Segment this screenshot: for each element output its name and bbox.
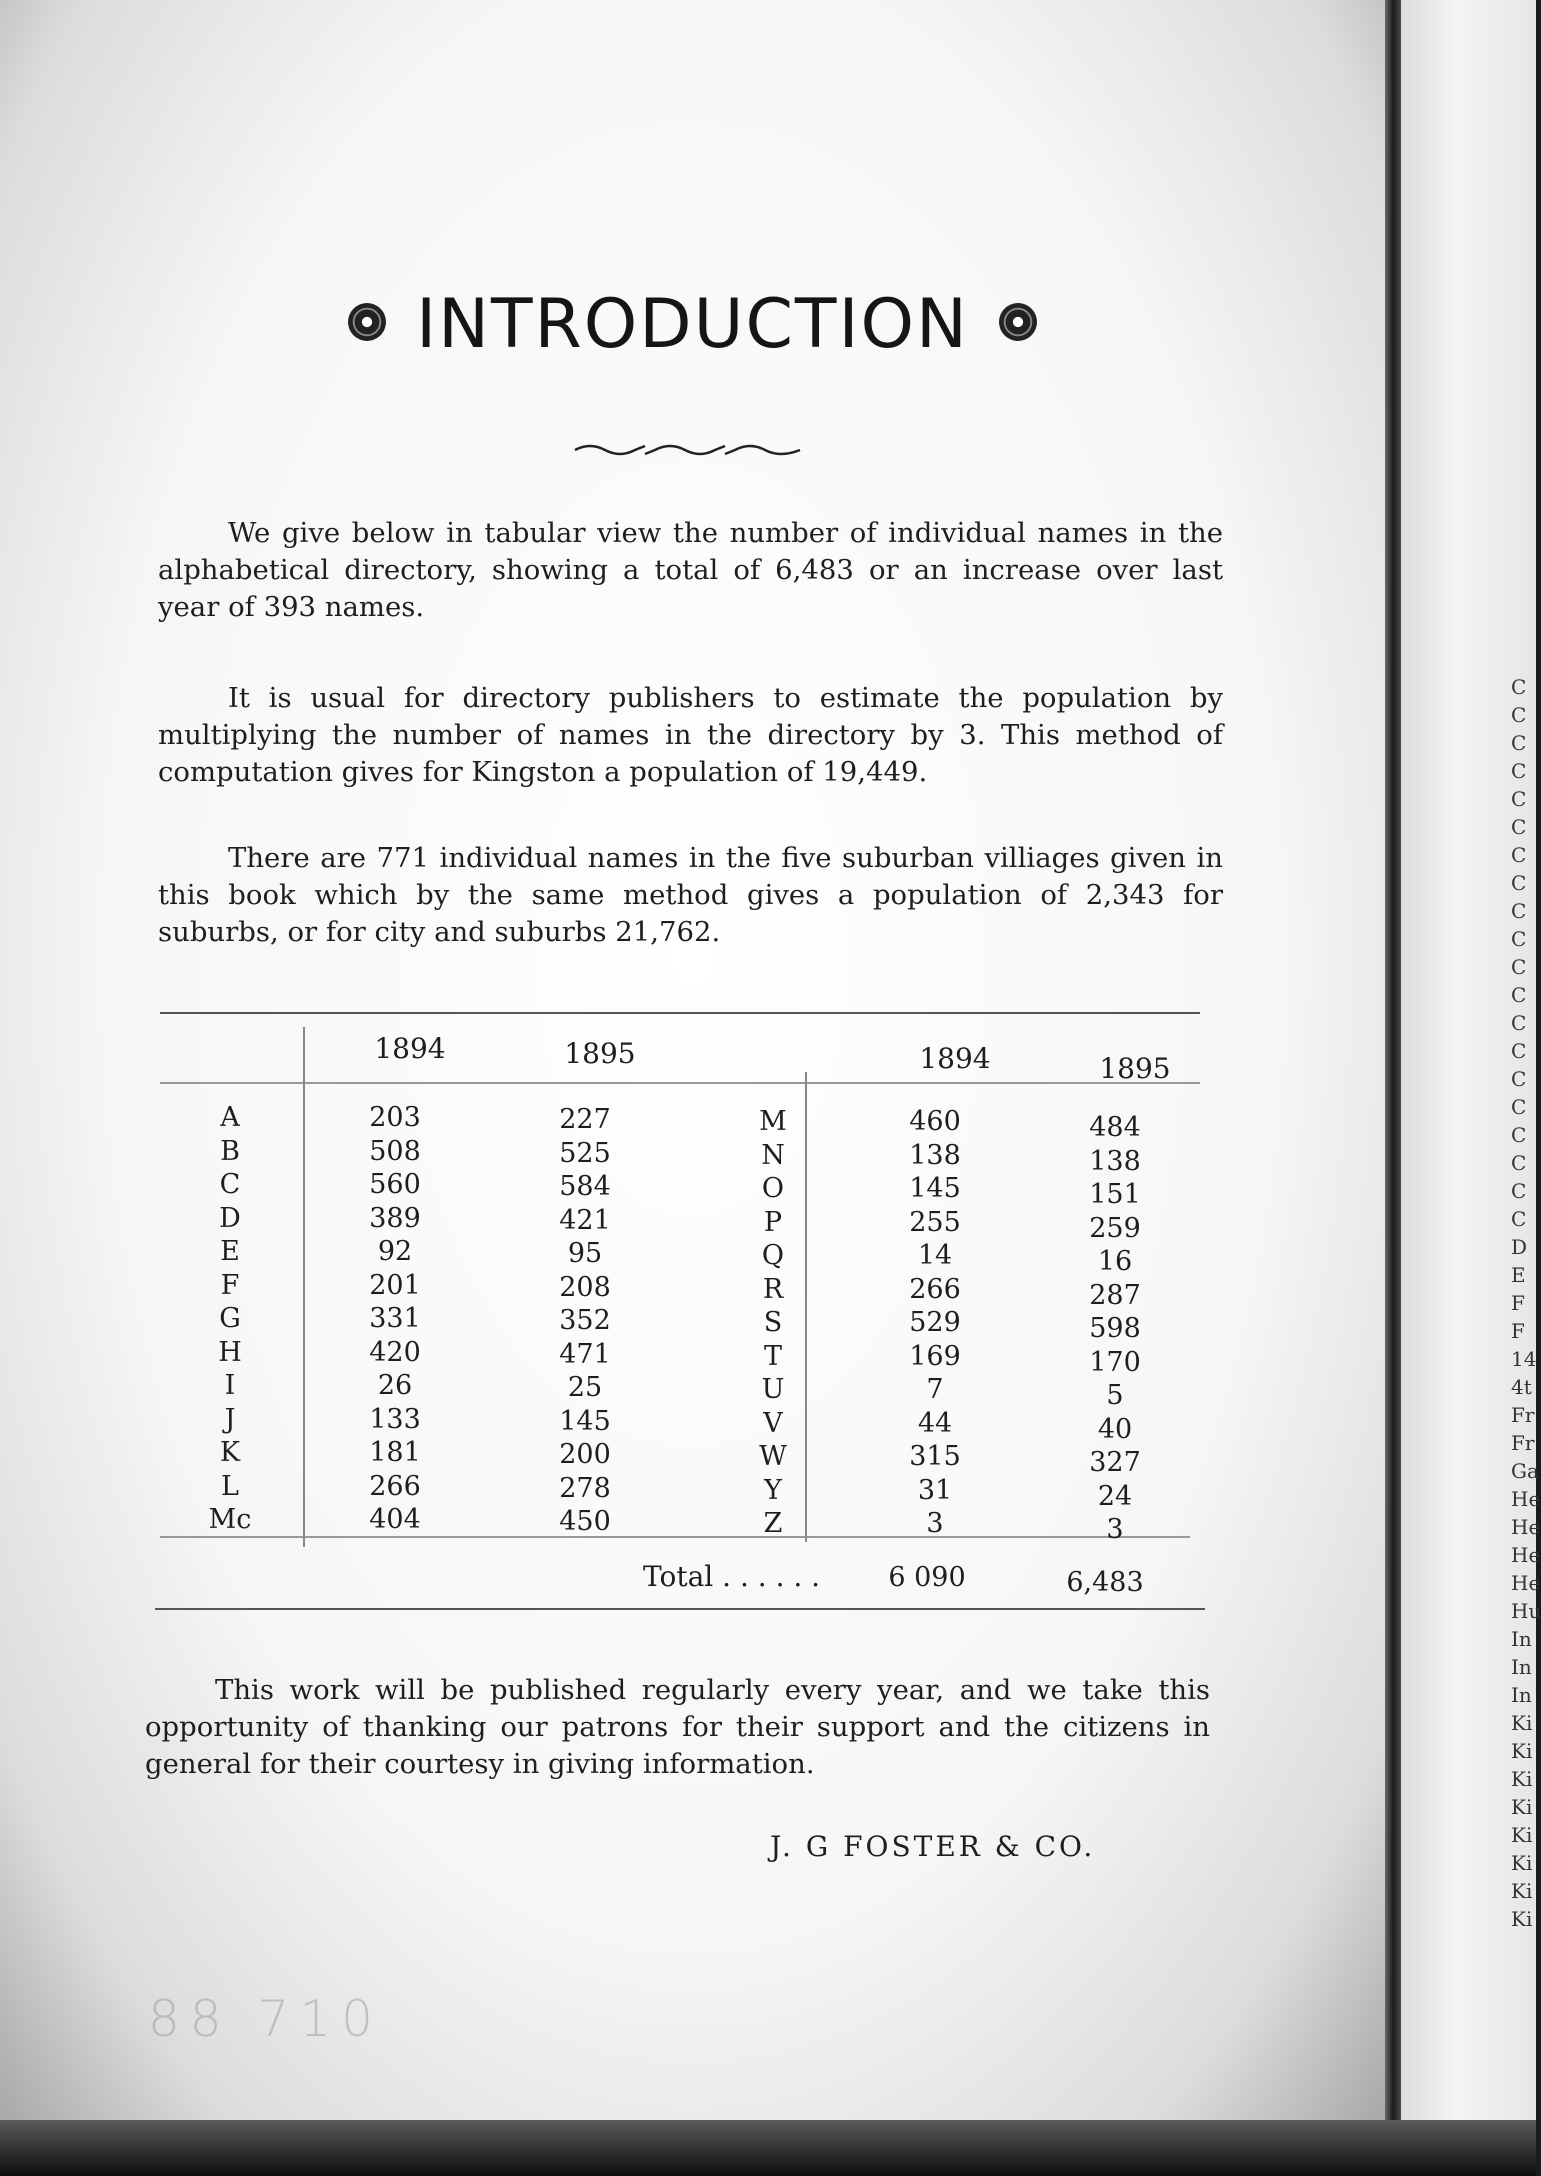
row-letter: V: [763, 1407, 783, 1439]
row-letter: B: [220, 1135, 240, 1167]
row-letter: Mc: [208, 1504, 252, 1535]
table-header-rule: [160, 1082, 1200, 1084]
row-letter: T: [763, 1340, 782, 1372]
row-letter: J: [224, 1403, 236, 1435]
count-1895: 145: [559, 1405, 611, 1437]
count-1895: 24: [1097, 1480, 1133, 1512]
page-title: [0, 285, 1385, 364]
adjacent-fragment: In: [1511, 1655, 1532, 1679]
adjacent-fragment: C: [1511, 703, 1527, 727]
table-body-rule: [160, 1536, 1190, 1538]
count-1894: 145: [909, 1173, 961, 1204]
count-1895: 278: [559, 1472, 611, 1504]
adjacent-fragment: He: [1511, 1487, 1541, 1511]
adjacent-fragment: C: [1511, 815, 1527, 839]
count-1894: 201: [369, 1269, 421, 1301]
adjacent-fragment: He: [1511, 1515, 1541, 1539]
table-bottom-rule: [155, 1608, 1205, 1610]
count-1894: 181: [369, 1437, 421, 1468]
count-1894: 420: [369, 1336, 421, 1368]
adjacent-fragment: Fr: [1511, 1403, 1535, 1427]
count-1895: 584: [559, 1171, 611, 1202]
count-1895: 525: [559, 1137, 611, 1169]
adjacent-fragment: C: [1511, 899, 1527, 923]
total-1895: 6,483: [1066, 1567, 1144, 1598]
count-1895: 3: [1106, 1514, 1124, 1545]
count-1895: 25: [567, 1372, 603, 1403]
row-letter: K: [219, 1437, 241, 1468]
count-1895: 208: [559, 1271, 611, 1303]
intro-paragraph-1: We give below in tabular view the number of individual names in the alphabetical directory, showing a total of 6,483 or an increase over last year of 393 names.: [158, 517, 1223, 623]
adjacent-fragment: C: [1511, 983, 1527, 1007]
row-letter: U: [761, 1374, 785, 1405]
count-1895: 327: [1089, 1447, 1141, 1478]
adjacent-fragment: C: [1511, 759, 1527, 783]
adjacent-fragment: Ga: [1511, 1459, 1539, 1483]
adjacent-fragment: C: [1511, 1095, 1527, 1119]
count-1895: 200: [559, 1439, 611, 1470]
adjacent-fragment: C: [1511, 675, 1527, 699]
adjacent-fragment: C: [1511, 843, 1527, 867]
adjacent-fragment: C: [1511, 1207, 1527, 1231]
count-1895: 471: [559, 1338, 611, 1370]
count-1895: 5: [1106, 1380, 1124, 1411]
row-letter: C: [219, 1169, 241, 1200]
adjacent-fragment: F: [1511, 1291, 1525, 1315]
table-divider-left: [303, 1027, 305, 1547]
count-1894: 203: [369, 1102, 421, 1133]
names-count-table: [155, 1012, 1205, 1617]
row-letter: Z: [763, 1508, 783, 1539]
row-letter: H: [218, 1336, 242, 1368]
count-1895: 16: [1097, 1246, 1133, 1277]
intro-paragraph-3: There are 771 individual names in the five suburban villiages given in this book which by the same method gives a population of 2,343 for suburbs, or for city and suburbs 21,762.: [158, 842, 1223, 948]
adjacent-fragment: 4t: [1511, 1375, 1532, 1399]
count-1895: 40: [1097, 1413, 1133, 1445]
archive-stamp-number: 88 710: [148, 1990, 383, 2048]
count-1894: 14: [917, 1240, 953, 1271]
adjacent-fragment: Ki: [1511, 1767, 1533, 1791]
adjacent-page-edge: [1401, 0, 1541, 2120]
count-1894: 508: [369, 1135, 421, 1167]
publisher-signature: J. G FOSTER & CO.: [770, 1830, 1096, 1863]
count-1895: 287: [1089, 1279, 1141, 1311]
count-1895: 450: [559, 1506, 611, 1537]
count-1894: 266: [909, 1273, 961, 1305]
adjacent-fragment: Fr: [1511, 1431, 1535, 1455]
header-1895-left: 1895: [564, 1037, 636, 1070]
adjacent-fragment: C: [1511, 1011, 1527, 1035]
count-1894: 31: [917, 1474, 953, 1506]
adjacent-fragment: C: [1511, 1067, 1527, 1091]
rosette-right-icon: [999, 303, 1037, 341]
count-1895: 138: [1089, 1145, 1141, 1177]
row-letter: S: [763, 1307, 783, 1338]
count-1894: 133: [369, 1403, 421, 1435]
count-1894: 92: [377, 1236, 413, 1267]
count-1894: 331: [369, 1303, 421, 1334]
intro-paragraph-2: It is usual for directory publishers to estimate the population by multiplying the number of names in the directory by 3. This method of computation gives for Kingston a population of 19,449.: [158, 682, 1223, 788]
count-1894: 138: [909, 1139, 961, 1171]
count-1895: 421: [559, 1204, 611, 1236]
count-1894: 529: [909, 1307, 961, 1338]
header-1894-right: 1894: [919, 1042, 991, 1075]
adjacent-fragment: D: [1511, 1235, 1528, 1259]
row-letter: M: [759, 1106, 787, 1137]
adjacent-fragment: In: [1511, 1683, 1532, 1707]
adjacent-fragment: He: [1511, 1543, 1541, 1567]
rosette-left-icon: [348, 303, 386, 341]
closing-paragraph: This work will be published regularly every year, and we take this opportunity of thanking our patrons for their support and the citizens in general for their courtesy in giving information.: [145, 1674, 1210, 1780]
row-letter: G: [219, 1303, 241, 1334]
adjacent-fragment: Ki: [1511, 1879, 1533, 1903]
row-letter: N: [761, 1139, 785, 1171]
count-1895: 95: [567, 1238, 603, 1269]
count-1894: 266: [369, 1470, 421, 1502]
count-1894: 460: [909, 1106, 961, 1137]
book-gutter: [1385, 0, 1401, 2176]
scan-bottom-edge: [0, 2120, 1536, 2176]
count-1895: 151: [1089, 1179, 1141, 1210]
row-letter: D: [219, 1202, 241, 1234]
count-1894: 315: [909, 1441, 961, 1472]
count-1895: 227: [559, 1104, 611, 1135]
adjacent-fragment: Ki: [1511, 1851, 1533, 1875]
count-1894: 560: [369, 1169, 421, 1200]
adjacent-fragment: C: [1511, 927, 1527, 951]
adjacent-fragment: C: [1511, 1123, 1527, 1147]
row-letter: W: [759, 1441, 787, 1472]
title-text: INTRODUCTION: [416, 285, 969, 364]
count-1894: 404: [369, 1504, 421, 1535]
adjacent-fragment: Ki: [1511, 1739, 1533, 1763]
adjacent-fragment: E: [1511, 1263, 1526, 1287]
count-1894: 169: [909, 1340, 961, 1372]
header-1895-right: 1895: [1099, 1052, 1171, 1085]
row-letter: Q: [761, 1240, 785, 1271]
total-1894: 6 090: [888, 1562, 966, 1593]
flourish-divider: [570, 440, 810, 460]
row-letter: L: [221, 1470, 239, 1502]
count-1894: 3: [926, 1508, 944, 1539]
row-letter: O: [761, 1173, 785, 1204]
count-1894: 255: [909, 1206, 961, 1238]
adjacent-fragment: C: [1511, 731, 1527, 755]
count-1895: 352: [559, 1305, 611, 1336]
table-top-rule: [160, 1012, 1200, 1014]
row-letter: P: [763, 1206, 783, 1238]
count-1895: 259: [1089, 1212, 1141, 1244]
count-1895: 170: [1089, 1346, 1141, 1378]
adjacent-fragment: Ki: [1511, 1795, 1533, 1819]
row-letter: A: [220, 1102, 240, 1133]
count-1895: 598: [1089, 1313, 1141, 1344]
adjacent-fragment: Ki: [1511, 1823, 1533, 1847]
adjacent-fragment: Hu: [1511, 1599, 1541, 1623]
adjacent-fragment: Ki: [1511, 1907, 1533, 1931]
adjacent-fragment: Ki: [1511, 1711, 1533, 1735]
row-letter: R: [762, 1273, 784, 1305]
count-1894: 389: [369, 1202, 421, 1234]
row-letter: E: [220, 1236, 240, 1267]
adjacent-fragment: C: [1511, 1179, 1527, 1203]
adjacent-fragment: C: [1511, 1039, 1527, 1063]
count-1894: 44: [917, 1407, 953, 1439]
adjacent-fragment: He: [1511, 1571, 1541, 1595]
count-1894: 7: [926, 1374, 944, 1405]
header-1894-left: 1894: [374, 1032, 446, 1065]
count-1894: 26: [377, 1370, 413, 1401]
row-letter: I: [224, 1370, 236, 1401]
count-1895: 484: [1089, 1112, 1141, 1143]
adjacent-fragment: C: [1511, 871, 1527, 895]
row-letter: Y: [764, 1474, 782, 1506]
adjacent-fragment: In: [1511, 1627, 1532, 1651]
adjacent-fragment: F: [1511, 1319, 1525, 1343]
adjacent-fragment: C: [1511, 1151, 1527, 1175]
adjacent-fragment: C: [1511, 787, 1527, 811]
row-letter: F: [220, 1269, 240, 1301]
total-label: Total . . . . . .: [643, 1560, 821, 1593]
adjacent-fragment: 14: [1511, 1347, 1537, 1371]
adjacent-fragment: C: [1511, 955, 1527, 979]
